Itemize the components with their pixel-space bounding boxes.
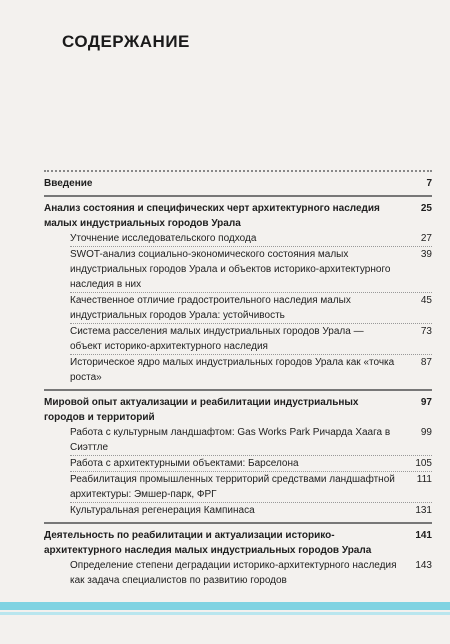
toc-section-3[interactable]: [44, 528, 432, 558]
toc-entry-page: 7: [426, 178, 432, 189]
toc-item-page: 27: [420, 233, 432, 244]
toc-item-title: Работа с культурным ландшафтом: Gas Works Park Ричарда Хаага в Сиэттле: [70, 427, 391, 453]
toc-item-page: 105: [415, 458, 432, 469]
toc-item-title: SWOT-анализ социально-экономического состояния малых индустриальных городов Урала и объектов историко-архитектурного наследия в них: [70, 249, 391, 290]
toc-item[interactable]: [44, 324, 432, 354]
toc-section-2[interactable]: [44, 395, 432, 425]
toc-item-page: 143: [415, 560, 432, 571]
toc-entry-title: Введение: [44, 178, 93, 189]
toc-item[interactable]: [44, 355, 432, 385]
bottom-color-band: [0, 602, 450, 610]
toc-item-title: Определение степени деградации историко-архитектурного наследия как задача специалистов по развитию городов: [70, 560, 397, 586]
toc-item-title: Система расселения малых индустриальных городов Урала — объект историко-архитектурного наследия: [70, 326, 364, 352]
toc-item[interactable]: [44, 503, 432, 518]
toc-section-page: 141: [415, 530, 432, 541]
toc-item[interactable]: [44, 293, 432, 323]
toc-item-title: Реабилитация промышленных территорий средствами ландшафтной архитектуры: Эмшер-парк, ФРГ: [70, 474, 395, 500]
toc-section-title: Анализ состояния и специфических черт архитектурного наследия малых индустриальных городов Урала: [44, 203, 380, 229]
table-of-contents: [44, 170, 432, 592]
toc-item-title: Культуральная регенерация Кампинаса: [70, 505, 255, 516]
toc-section-1[interactable]: [44, 201, 432, 231]
toc-item-page: 39: [420, 249, 432, 260]
bottom-color-band-light: [0, 612, 450, 615]
toc-item[interactable]: [44, 247, 432, 292]
toc-item-title: Историческое ядро малых индустриальных городов Урала как «точка роста»: [70, 357, 395, 383]
toc-section-title: Деятельность по реабилитации и актуализации историко-архитектурного наследия малых индустриальных городов Урала: [44, 530, 372, 556]
toc-item-page: 99: [420, 427, 432, 438]
page-title: СОДЕРЖАНИЕ: [62, 32, 190, 51]
toc-section-title: Мировой опыт актуализации и реабилитации индустриальных городов и территорий: [44, 397, 359, 423]
toc-item-title: Работа с архитектурными объектами: Барселона: [70, 458, 299, 469]
toc-item[interactable]: [44, 456, 432, 471]
toc-item[interactable]: [44, 558, 432, 588]
toc-item-page: 111: [416, 474, 432, 485]
toc-item-page: 87: [420, 357, 432, 368]
toc-item[interactable]: [44, 231, 432, 246]
toc-item[interactable]: [44, 472, 432, 502]
toc-item-page: 73: [420, 326, 432, 337]
toc-item-page: 45: [420, 295, 432, 306]
toc-section-page: 25: [420, 203, 432, 214]
toc-item-title: Качественное отличие градостроительного наследия малых индустриальных городов Урала: устойчивость: [70, 295, 351, 321]
toc-item-page: 131: [415, 505, 432, 516]
toc-item-title: Уточнение исследовательского подхода: [70, 233, 257, 244]
toc-entry-intro[interactable]: [44, 176, 432, 191]
toc-section-page: 97: [420, 397, 432, 408]
toc-item[interactable]: [44, 425, 432, 455]
